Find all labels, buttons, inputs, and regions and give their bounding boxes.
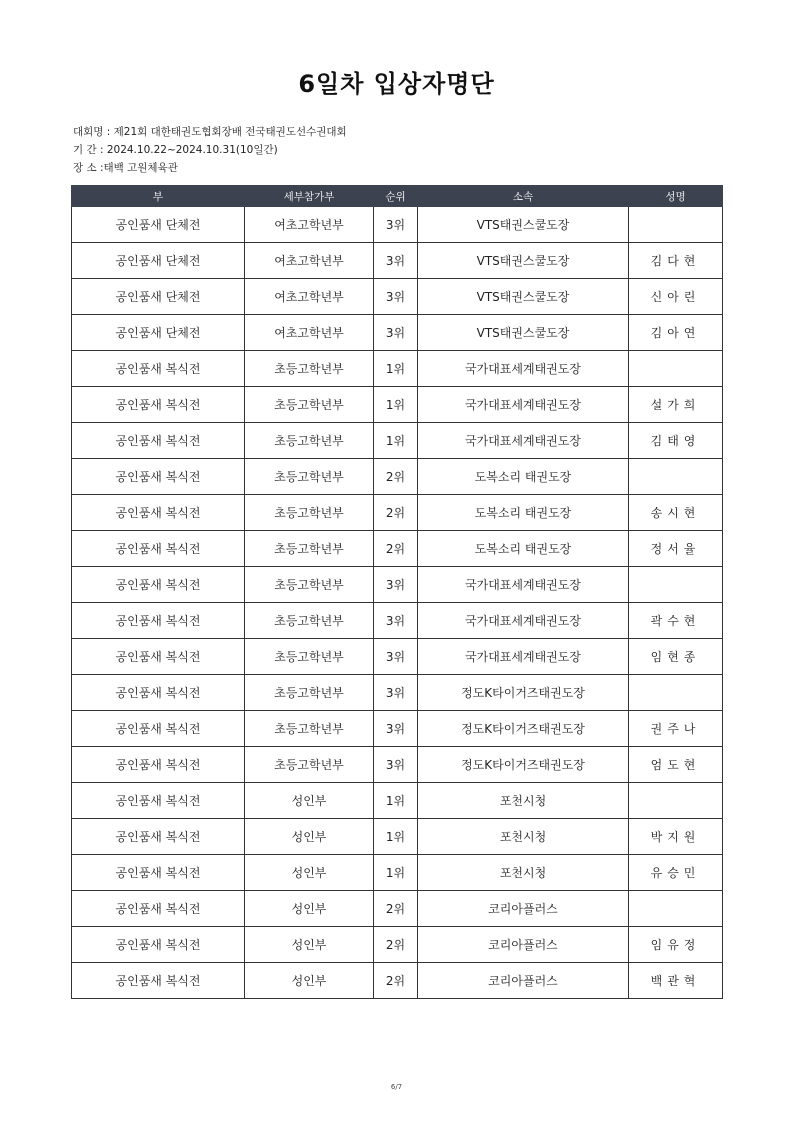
cell-division: 공인품새 단체전 bbox=[72, 207, 245, 243]
header-affiliation: 소속 bbox=[418, 186, 629, 207]
table-row bbox=[72, 279, 723, 315]
cell-division: 공인품새 복식전 bbox=[72, 963, 245, 999]
cell-affiliation: 정도K타이거즈태권도장 bbox=[418, 747, 629, 783]
cell-rank: 2위 bbox=[374, 531, 418, 567]
cell-subdivision: 여초고학년부 bbox=[245, 243, 374, 279]
cell-division: 공인품새 복식전 bbox=[72, 567, 245, 603]
table-row bbox=[72, 423, 723, 459]
cell-subdivision: 성인부 bbox=[245, 819, 374, 855]
cell-rank: 3위 bbox=[374, 243, 418, 279]
cell-affiliation: 코리아플러스 bbox=[418, 891, 629, 927]
cell-rank: 1위 bbox=[374, 423, 418, 459]
cell-name bbox=[629, 891, 723, 927]
cell-division: 공인품새 복식전 bbox=[72, 531, 245, 567]
cell-subdivision: 초등고학년부 bbox=[245, 747, 374, 783]
cell-division: 공인품새 복식전 bbox=[72, 675, 245, 711]
cell-affiliation: 코리아플러스 bbox=[418, 963, 629, 999]
table-row bbox=[72, 855, 723, 891]
cell-rank: 2위 bbox=[374, 963, 418, 999]
cell-subdivision: 초등고학년부 bbox=[245, 567, 374, 603]
cell-name bbox=[629, 207, 723, 243]
cell-affiliation: 도복소리 태권도장 bbox=[418, 495, 629, 531]
cell-name bbox=[629, 567, 723, 603]
event-name: 대회명 : 제21회 대한태권도협회장배 전국태권도선수권대회 bbox=[73, 126, 347, 138]
cell-rank: 2위 bbox=[374, 891, 418, 927]
cell-affiliation: 국가대표세계태권도장 bbox=[418, 423, 629, 459]
table-row bbox=[72, 603, 723, 639]
table-header-row bbox=[72, 186, 723, 207]
cell-subdivision: 성인부 bbox=[245, 783, 374, 819]
cell-rank: 3위 bbox=[374, 747, 418, 783]
cell-name: 임현종 bbox=[629, 639, 723, 675]
cell-subdivision: 초등고학년부 bbox=[245, 531, 374, 567]
header-rank: 순위 bbox=[374, 186, 418, 207]
cell-rank: 2위 bbox=[374, 495, 418, 531]
cell-rank: 1위 bbox=[374, 819, 418, 855]
cell-affiliation: 포천시청 bbox=[418, 855, 629, 891]
cell-division: 공인품새 복식전 bbox=[72, 747, 245, 783]
cell-affiliation: 코리아플러스 bbox=[418, 927, 629, 963]
cell-name: 설가희 bbox=[629, 387, 723, 423]
cell-subdivision: 초등고학년부 bbox=[245, 423, 374, 459]
cell-subdivision: 여초고학년부 bbox=[245, 315, 374, 351]
table-row bbox=[72, 747, 723, 783]
header-subdivision: 세부참가부 bbox=[245, 186, 374, 207]
cell-subdivision: 여초고학년부 bbox=[245, 207, 374, 243]
cell-rank: 3위 bbox=[374, 279, 418, 315]
cell-affiliation: VTS태권스쿨도장 bbox=[418, 207, 629, 243]
cell-name: 박지원 bbox=[629, 819, 723, 855]
cell-subdivision: 초등고학년부 bbox=[245, 459, 374, 495]
cell-affiliation: VTS태권스쿨도장 bbox=[418, 315, 629, 351]
cell-name: 신아린 bbox=[629, 279, 723, 315]
cell-rank: 1위 bbox=[374, 387, 418, 423]
header-division: 부 bbox=[72, 186, 245, 207]
cell-name: 엄도현 bbox=[629, 747, 723, 783]
table-row bbox=[72, 387, 723, 423]
cell-affiliation: 국가대표세계태권도장 bbox=[418, 639, 629, 675]
cell-affiliation: 국가대표세계태권도장 bbox=[418, 603, 629, 639]
cell-name: 임유정 bbox=[629, 927, 723, 963]
cell-name: 곽수현 bbox=[629, 603, 723, 639]
cell-rank: 3위 bbox=[374, 639, 418, 675]
cell-name: 권주나 bbox=[629, 711, 723, 747]
cell-division: 공인품새 복식전 bbox=[72, 639, 245, 675]
table-row bbox=[72, 459, 723, 495]
cell-affiliation: 포천시청 bbox=[418, 783, 629, 819]
cell-division: 공인품새 복식전 bbox=[72, 603, 245, 639]
cell-affiliation: 국가대표세계태권도장 bbox=[418, 567, 629, 603]
cell-affiliation: 정도K타이거즈태권도장 bbox=[418, 711, 629, 747]
cell-name: 김태영 bbox=[629, 423, 723, 459]
cell-name: 김다현 bbox=[629, 243, 723, 279]
cell-rank: 3위 bbox=[374, 675, 418, 711]
cell-rank: 1위 bbox=[374, 783, 418, 819]
cell-subdivision: 초등고학년부 bbox=[245, 639, 374, 675]
cell-name bbox=[629, 783, 723, 819]
cell-rank: 1위 bbox=[374, 351, 418, 387]
page-number: 6/7 bbox=[390, 1083, 403, 1091]
cell-division: 공인품새 복식전 bbox=[72, 855, 245, 891]
cell-subdivision: 성인부 bbox=[245, 963, 374, 999]
table-body bbox=[72, 207, 723, 999]
cell-division: 공인품새 복식전 bbox=[72, 783, 245, 819]
cell-affiliation: VTS태권스쿨도장 bbox=[418, 243, 629, 279]
cell-subdivision: 초등고학년부 bbox=[245, 675, 374, 711]
cell-affiliation: 국가대표세계태권도장 bbox=[418, 351, 629, 387]
cell-rank: 2위 bbox=[374, 927, 418, 963]
cell-rank: 3위 bbox=[374, 711, 418, 747]
cell-rank: 3위 bbox=[374, 603, 418, 639]
cell-division: 공인품새 단체전 bbox=[72, 315, 245, 351]
cell-division: 공인품새 복식전 bbox=[72, 927, 245, 963]
cell-subdivision: 여초고학년부 bbox=[245, 279, 374, 315]
table-row bbox=[72, 927, 723, 963]
cell-subdivision: 초등고학년부 bbox=[245, 387, 374, 423]
cell-name: 김아연 bbox=[629, 315, 723, 351]
table-row bbox=[72, 711, 723, 747]
cell-division: 공인품새 단체전 bbox=[72, 243, 245, 279]
table-row bbox=[72, 783, 723, 819]
event-period: 기 간 : 2024.10.22~2024.10.31(10일간) bbox=[73, 144, 278, 156]
table-row bbox=[72, 675, 723, 711]
cell-subdivision: 초등고학년부 bbox=[245, 495, 374, 531]
cell-division: 공인품새 복식전 bbox=[72, 351, 245, 387]
table-row bbox=[72, 819, 723, 855]
cell-division: 공인품새 복식전 bbox=[72, 387, 245, 423]
cell-subdivision: 성인부 bbox=[245, 891, 374, 927]
table-row bbox=[72, 567, 723, 603]
cell-affiliation: 국가대표세계태권도장 bbox=[418, 387, 629, 423]
table-row bbox=[72, 315, 723, 351]
cell-subdivision: 성인부 bbox=[245, 927, 374, 963]
header-name: 성명 bbox=[629, 186, 723, 207]
table-row bbox=[72, 963, 723, 999]
cell-affiliation: 도복소리 태권도장 bbox=[418, 531, 629, 567]
cell-affiliation: 정도K타이거즈태권도장 bbox=[418, 675, 629, 711]
page-title: 6일차 입상자명단 bbox=[298, 70, 495, 98]
cell-name: 정서율 bbox=[629, 531, 723, 567]
cell-subdivision: 초등고학년부 bbox=[245, 603, 374, 639]
cell-division: 공인품새 복식전 bbox=[72, 423, 245, 459]
table-row bbox=[72, 639, 723, 675]
cell-name bbox=[629, 459, 723, 495]
cell-division: 공인품새 복식전 bbox=[72, 891, 245, 927]
cell-rank: 3위 bbox=[374, 207, 418, 243]
cell-subdivision: 성인부 bbox=[245, 855, 374, 891]
table-row bbox=[72, 495, 723, 531]
cell-subdivision: 초등고학년부 bbox=[245, 351, 374, 387]
cell-affiliation: VTS태권스쿨도장 bbox=[418, 279, 629, 315]
cell-affiliation: 도복소리 태권도장 bbox=[418, 459, 629, 495]
cell-division: 공인품새 복식전 bbox=[72, 711, 245, 747]
table-row bbox=[72, 531, 723, 567]
cell-division: 공인품새 복식전 bbox=[72, 459, 245, 495]
cell-rank: 3위 bbox=[374, 567, 418, 603]
cell-name: 송시현 bbox=[629, 495, 723, 531]
cell-name: 유승민 bbox=[629, 855, 723, 891]
table-row bbox=[72, 891, 723, 927]
cell-affiliation: 포천시청 bbox=[418, 819, 629, 855]
cell-division: 공인품새 복식전 bbox=[72, 819, 245, 855]
table-row bbox=[72, 243, 723, 279]
cell-name bbox=[629, 351, 723, 387]
cell-division: 공인품새 단체전 bbox=[72, 279, 245, 315]
winners-table bbox=[71, 185, 723, 999]
table-row bbox=[72, 351, 723, 387]
cell-division: 공인품새 복식전 bbox=[72, 495, 245, 531]
event-venue: 장 소 :태백 고원체육관 bbox=[73, 162, 178, 174]
cell-name: 백관혁 bbox=[629, 963, 723, 999]
cell-subdivision: 초등고학년부 bbox=[245, 711, 374, 747]
cell-rank: 3위 bbox=[374, 315, 418, 351]
cell-rank: 2위 bbox=[374, 459, 418, 495]
cell-rank: 1위 bbox=[374, 855, 418, 891]
table-row bbox=[72, 207, 723, 243]
cell-name bbox=[629, 675, 723, 711]
